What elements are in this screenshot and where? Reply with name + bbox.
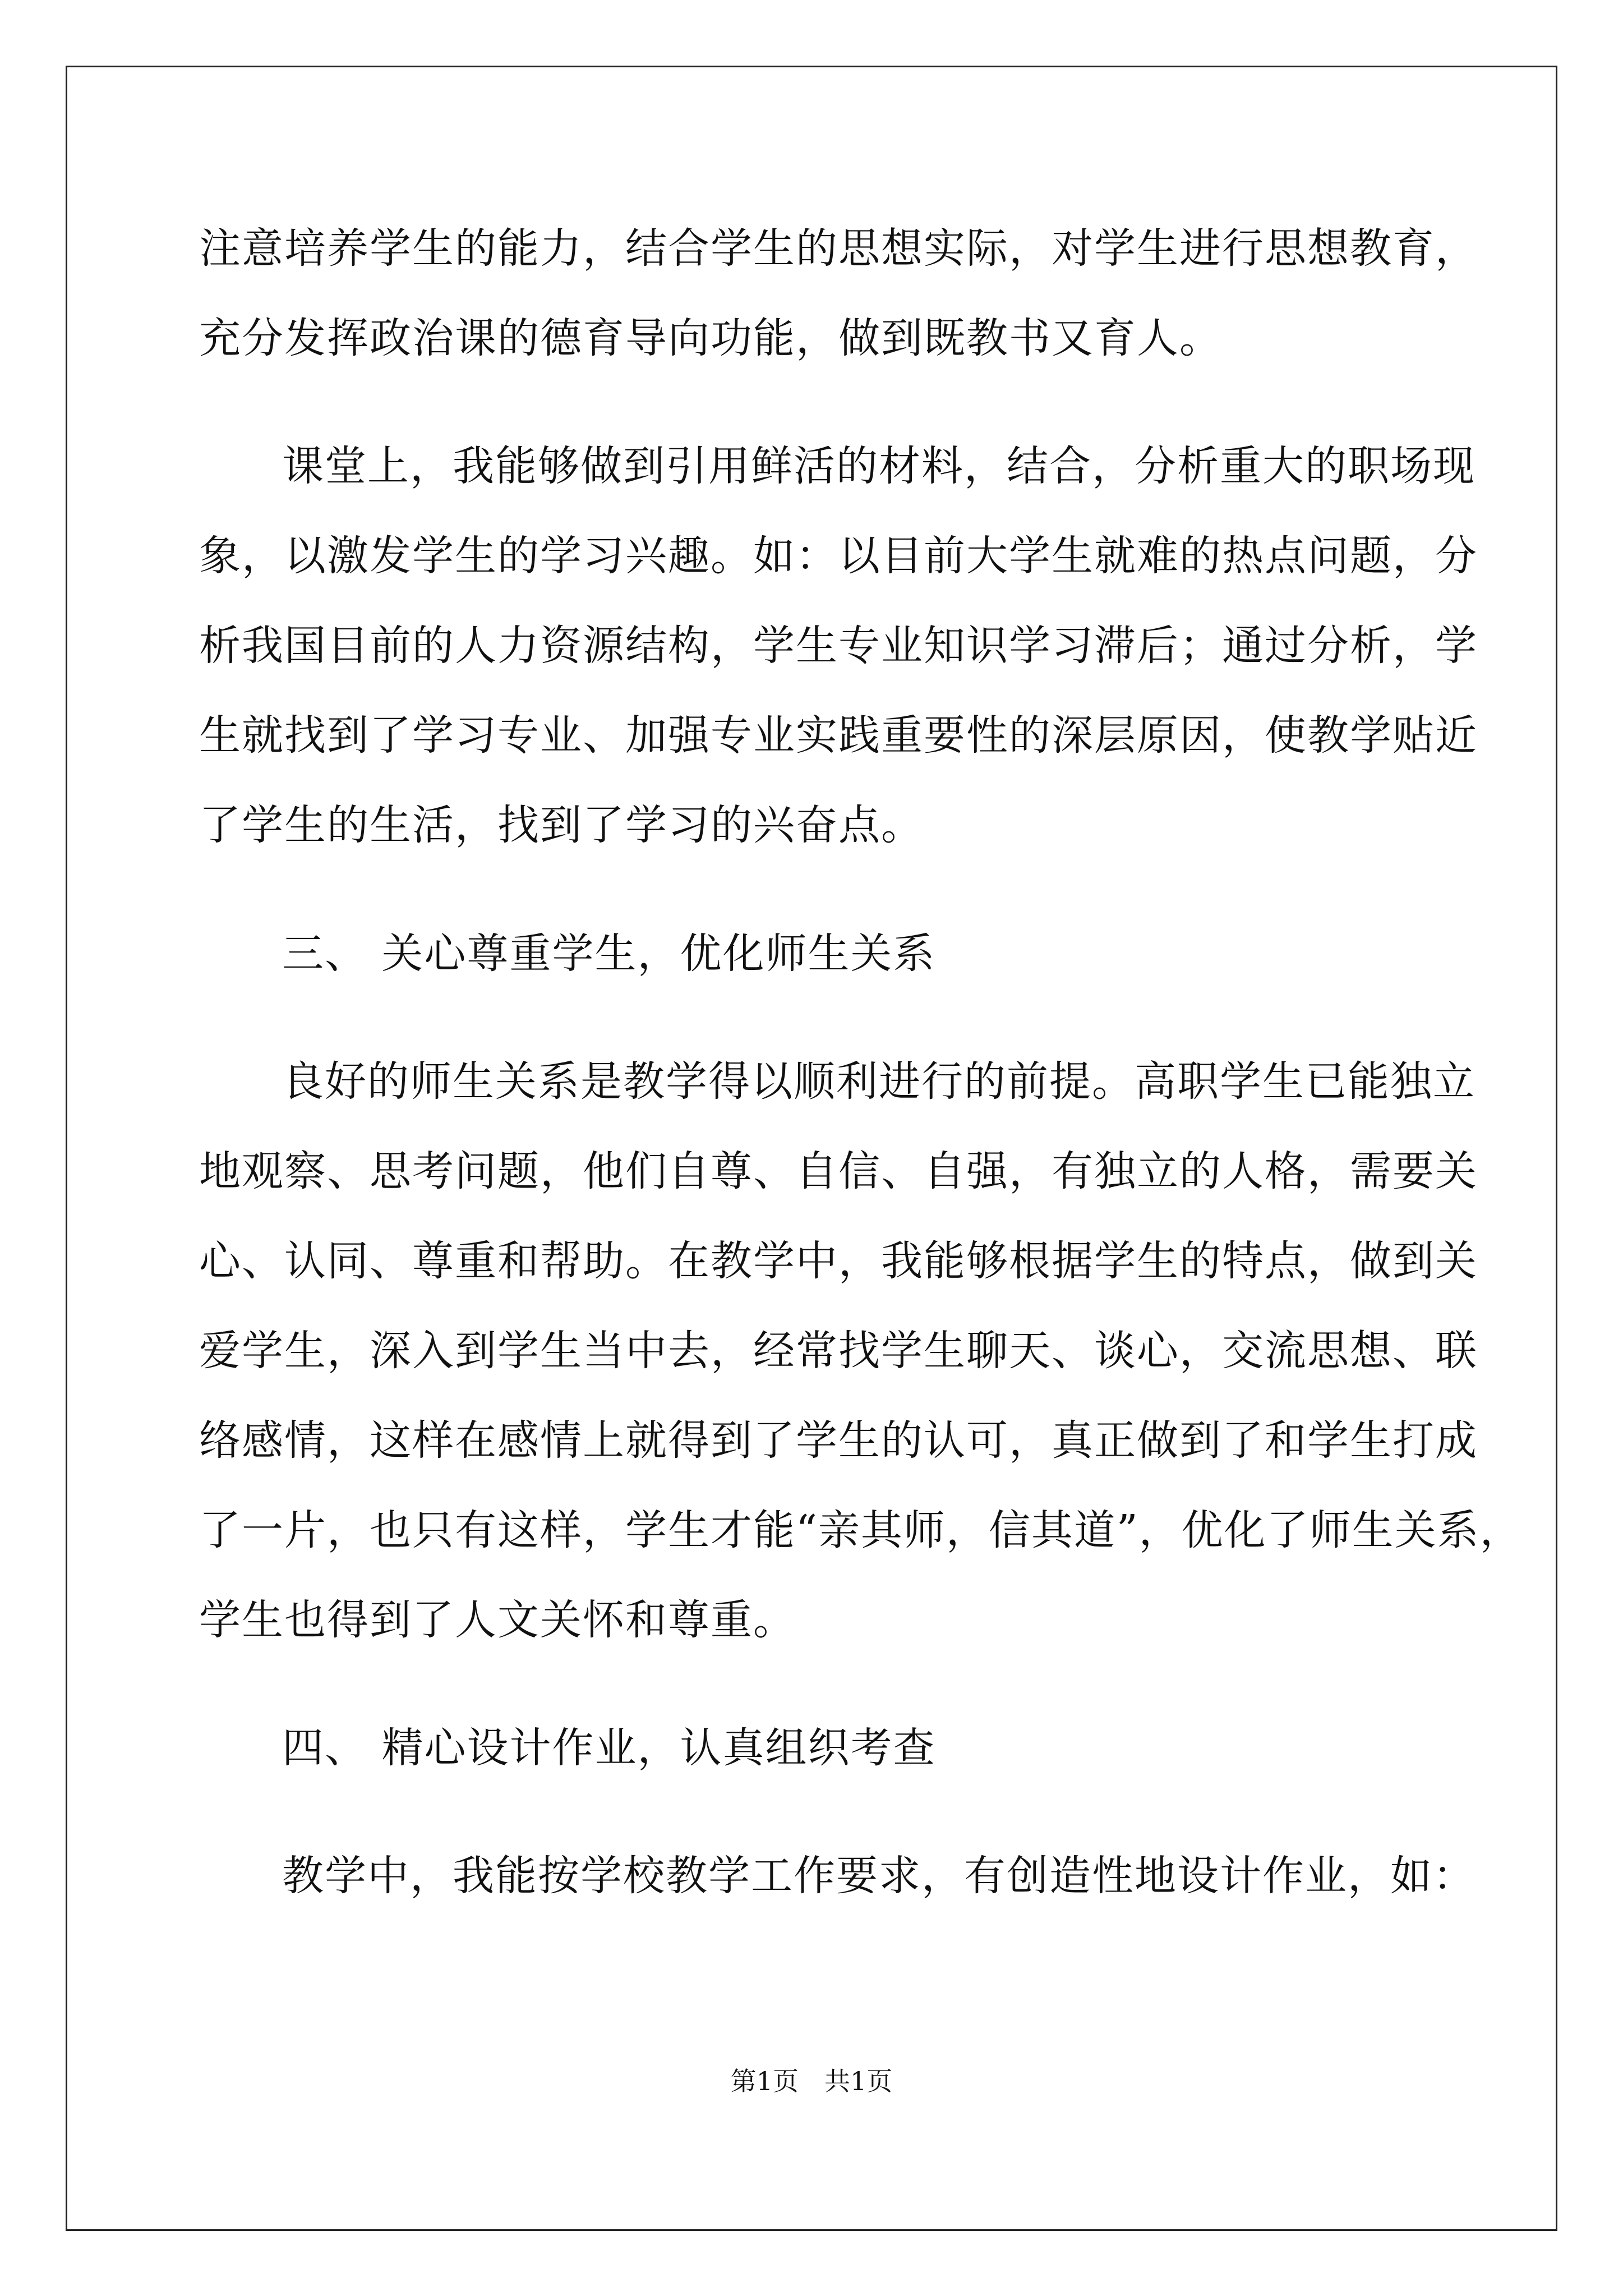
text-line-17: 教学中，我能按学校教学工作要求，有创造性地设计作业，如： <box>282 1852 1476 1900</box>
page-footer: 第1页 共1页 <box>730 2066 893 2096</box>
text-line-4: 象，以激发学生的学习兴趣。如：以目前大学生就难的热点问题，分 <box>199 532 1478 580</box>
text-line-9: 良好的师生关系是教学得以顺利进行的前提。高职学生已能独立 <box>282 1057 1476 1106</box>
text-line-14: 了一片，也只有这样，学生才能“亲其师，信其道”，优化了师生关系， <box>199 1506 1523 1554</box>
text-line-6: 生就找到了学习专业、加强专业实践重要性的深层原因，使教学贴近 <box>199 711 1478 760</box>
text-line-11: 心、认同、尊重和帮助。在教学中，我能够根据学生的特点，做到关 <box>199 1237 1478 1285</box>
text-line-7: 了学生的生活，找到了学习的兴奋点。 <box>199 801 924 849</box>
text-line-3: 课堂上，我能够做到引用鲜活的材料，结合，分析重大的职场现 <box>282 442 1476 490</box>
section-heading-3: 三、 关心尊重学生，优化师生关系 <box>282 930 936 978</box>
text-line-12: 爱学生，深入到学生当中去，经常找学生聊天、谈心，交流思想、联 <box>199 1327 1478 1375</box>
text-line-2: 充分发挥政治课的德育导向功能，做到既教书又育人。 <box>199 314 1222 362</box>
text-line-1: 注意培养学生的能力，结合学生的思想实际，对学生进行思想教育， <box>199 224 1478 273</box>
text-line-5: 析我国目前的人力资源结构，学生专业知识学习滞后；通过分析，学 <box>199 622 1478 670</box>
text-line-15: 学生也得到了人文关怀和尊重。 <box>199 1596 796 1644</box>
text-line-13: 络感情，这样在感情上就得到了学生的认可，真正做到了和学生打成 <box>199 1416 1478 1465</box>
text-line-10: 地观察、思考问题，他们自尊、自信、自强，有独立的人格，需要关 <box>199 1147 1478 1195</box>
section-heading-4: 四、 精心设计作业，认真组织考查 <box>282 1724 936 1772</box>
